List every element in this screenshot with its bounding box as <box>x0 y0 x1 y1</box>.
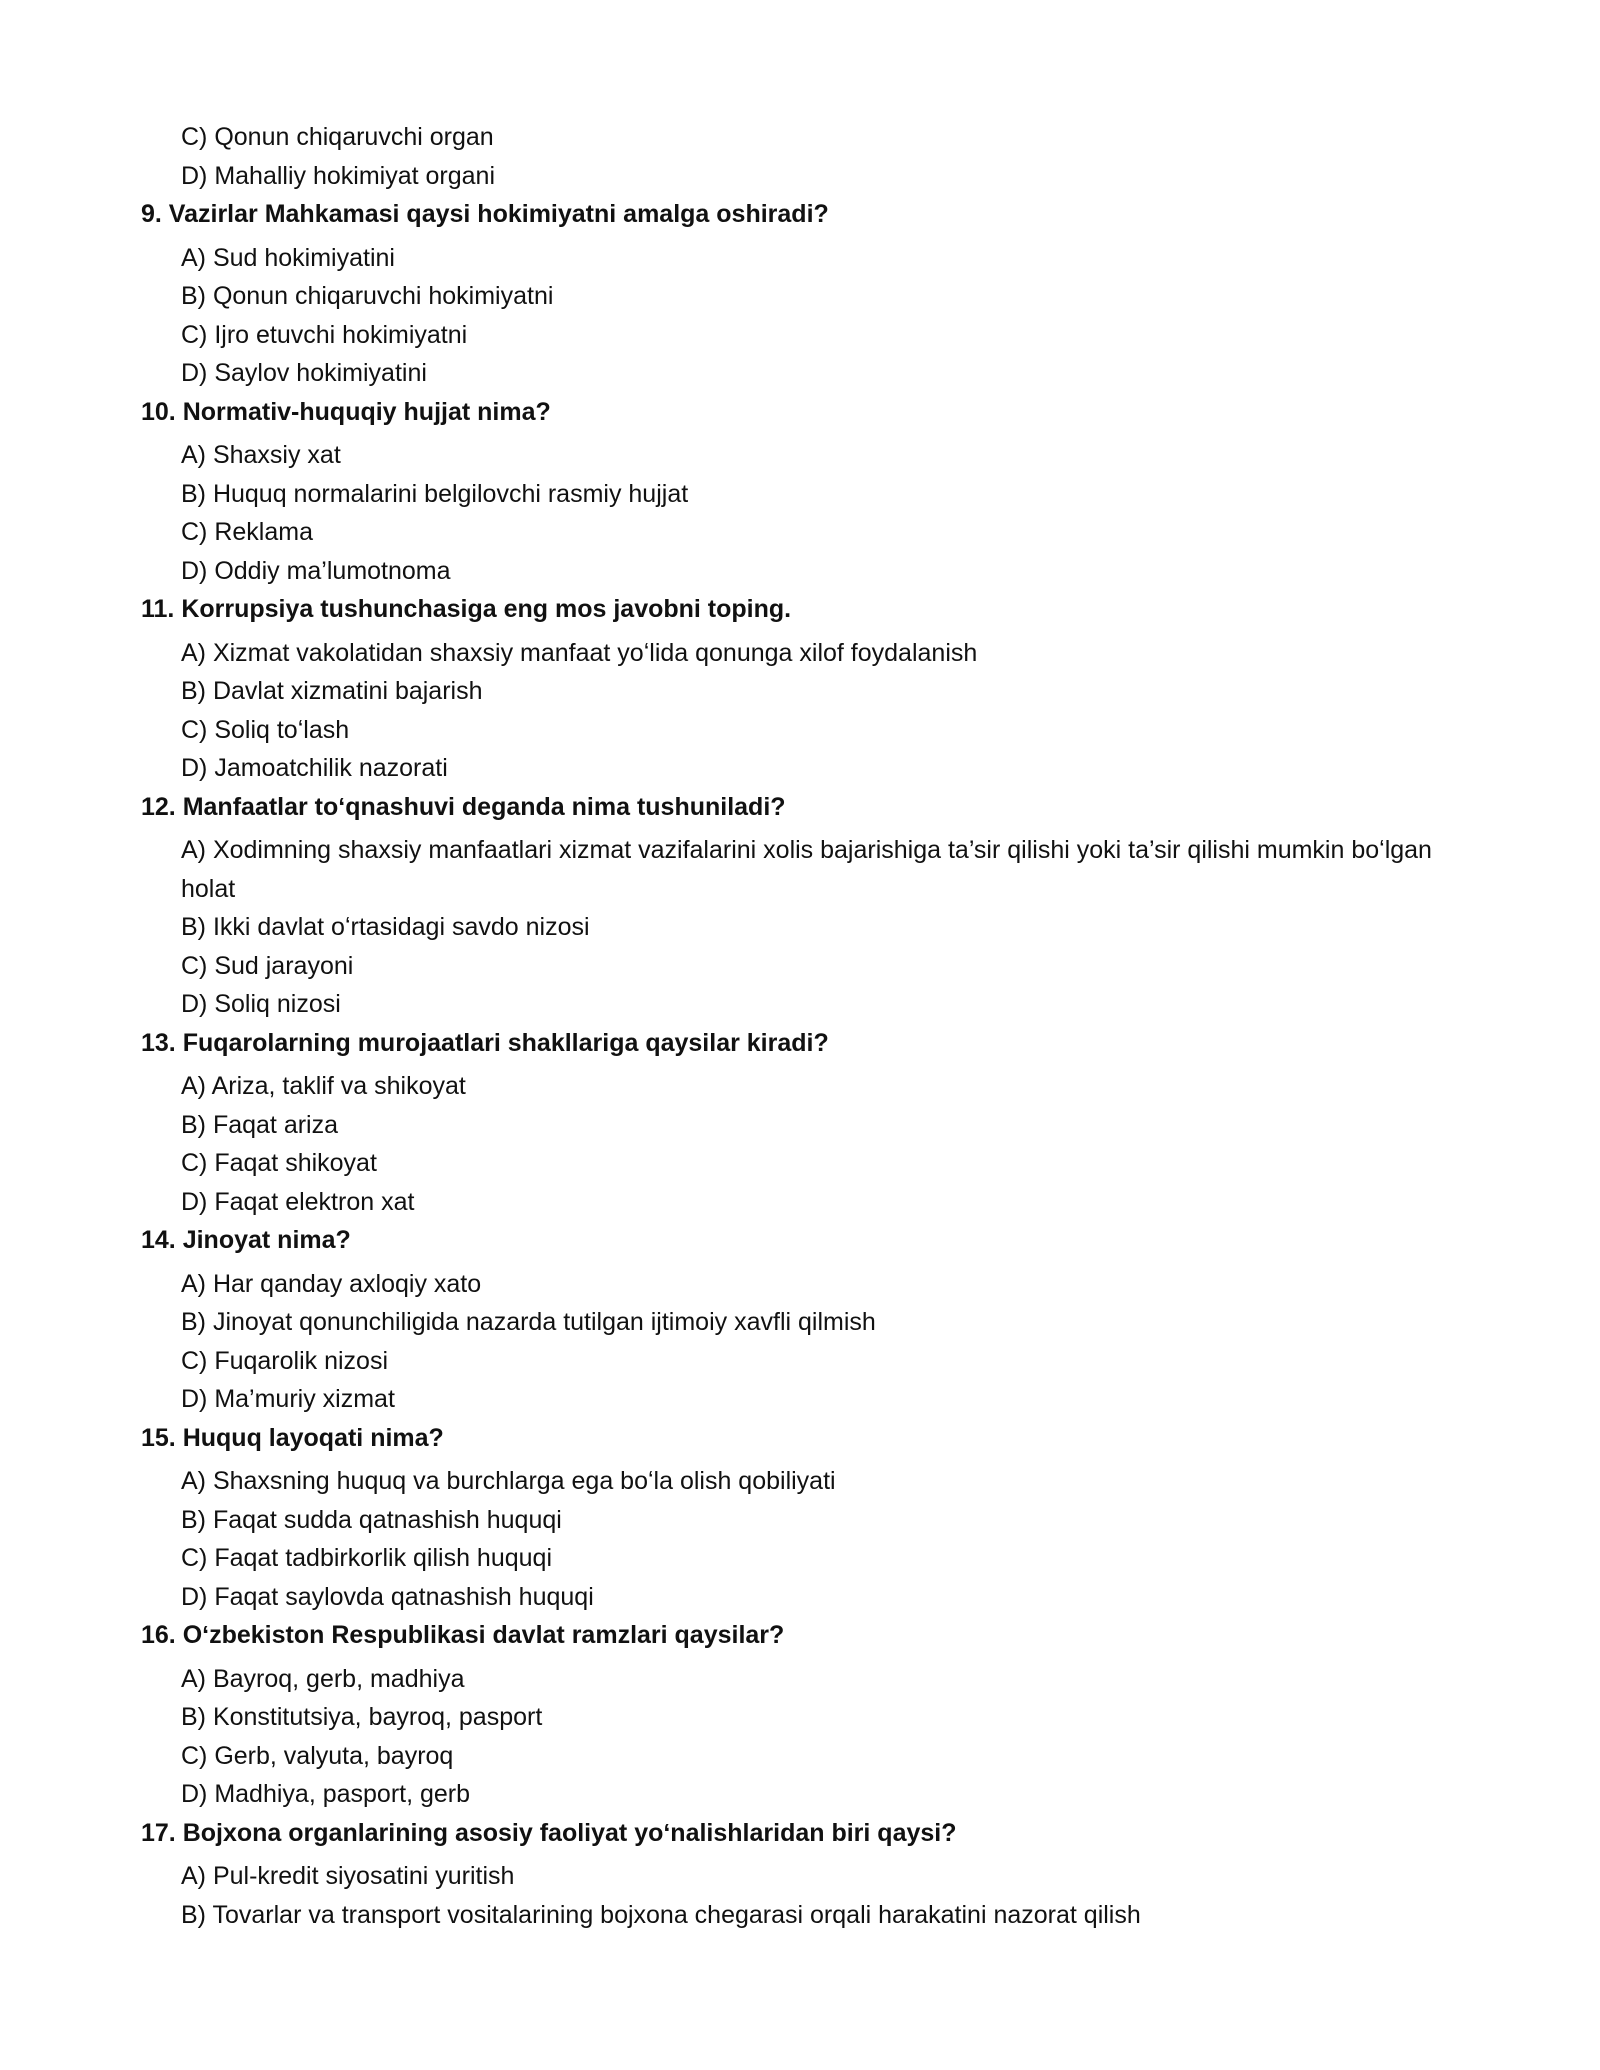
answer-option: B) Davlat xizmatini bajarish <box>181 677 483 705</box>
answer-option: D) Jamoatchilik nazorati <box>181 754 448 782</box>
answer-option: B) Qonun chiqaruvchi hokimiyatni <box>181 282 554 310</box>
answer-option: A) Har qanday axloqiy xato <box>181 1269 482 1298</box>
question-block-17 <box>141 1814 1471 1935</box>
answer-option: C) Gerb, valyuta, bayroq <box>181 1741 454 1770</box>
question-block-14 <box>141 1221 1471 1419</box>
question-text: 15. Huquq layoqati nima? <box>141 1423 444 1452</box>
answer-option: B) Konstitutsiya, bayroq, pasport <box>181 1703 543 1731</box>
question-text: 14. Jinoyat nima? <box>141 1226 351 1254</box>
answer-option: D) Mahalliy hokimiyat organi <box>181 161 496 190</box>
question-block-10 <box>141 393 1471 591</box>
answer-option: D) Faqat saylovda qatnashish huquqi <box>181 1582 594 1611</box>
answer-option: B) Ikki davlat oʻrtasidagi savdo nizosi <box>181 913 590 941</box>
question-text: 12. Manfaatlar toʻqnashuvi deganda nima tushuniladi? <box>141 792 786 821</box>
question-block-15 <box>141 1419 1471 1617</box>
answer-option: C) Fuqarolik nizosi <box>181 1346 389 1375</box>
quiz-content <box>141 118 1471 1934</box>
answer-option: D) Saylov hokimiyatini <box>181 359 427 387</box>
answer-option: B) Huquq normalarini belgilovchi rasmiy hujjat <box>181 479 689 508</box>
question-text: 9. Vazirlar Mahkamasi qaysi hokimiyatni amalga oshiradi? <box>141 200 829 228</box>
answer-option: B) Jinoyat qonunchiligida nazarda tutilgan ijtimoiy xavfli qilmish <box>181 1308 876 1336</box>
answer-option: A) Xodimning shaxsiy manfaatlari xizmat vazifalarini xolis bajarishiga ta’sir qilishi yoki ta’sir qilishi mumkin boʻlgan holat <box>181 836 1432 903</box>
answer-option: C) Ijro etuvchi hokimiyatni <box>181 320 468 349</box>
answer-option: C) Qonun chiqaruvchi organ <box>181 123 494 151</box>
question-text: 17. Bojxona organlarining asosiy faoliyat yoʻnalishlaridan biri qaysi? <box>141 1818 957 1847</box>
answer-option: A) Xizmat vakolatidan shaxsiy manfaat yoʻlida qonunga xilof foydalanish <box>181 638 978 667</box>
answer-option: A) Shaxsning huquq va burchlarga ega boʻla olish qobiliyati <box>181 1467 836 1495</box>
question-text: 16. Oʻzbekiston Respublikasi davlat ramzlari qaysilar? <box>141 1621 785 1649</box>
answer-option: D) Madhiya, pasport, gerb <box>181 1780 471 1808</box>
answer-option: C) Faqat shikoyat <box>181 1149 377 1177</box>
answer-option: D) Oddiy ma’lumotnoma <box>181 556 451 585</box>
lead-options <box>141 118 1471 195</box>
question-block-16 <box>141 1616 1471 1814</box>
answer-option: A) Shaxsiy xat <box>181 441 341 469</box>
question-text: 13. Fuqarolarning murojaatlari shakllariga qaysilar kiradi? <box>141 1028 829 1057</box>
answer-option: C) Reklama <box>181 518 313 546</box>
question-block-11 <box>141 590 1471 788</box>
answer-option: C) Faqat tadbirkorlik qilish huquqi <box>181 1544 553 1572</box>
answer-option: C) Sud jarayoni <box>181 951 354 980</box>
answer-option: B) Faqat ariza <box>181 1110 339 1139</box>
answer-option: D) Faqat elektron xat <box>181 1187 415 1216</box>
answer-option: A) Pul-kredit siyosatini yuritish <box>181 1862 515 1890</box>
answer-option: C) Soliq toʻlash <box>181 715 350 744</box>
answer-option: D) Soliq nizosi <box>181 990 341 1018</box>
question-block-9 <box>141 195 1471 393</box>
answer-option: D) Ma’muriy xizmat <box>181 1385 395 1413</box>
answer-option: A) Ariza, taklif va shikoyat <box>181 1072 466 1100</box>
question-block-13 <box>141 1024 1471 1222</box>
answer-option: A) Bayroq, gerb, madhiya <box>181 1664 465 1693</box>
question-text: 11. Korrupsiya tushunchasiga eng mos javobni toping. <box>141 595 792 623</box>
answer-option: A) Sud hokimiyatini <box>181 243 395 272</box>
question-text: 10. Normativ-huquqiy hujjat nima? <box>141 397 551 426</box>
answer-option: B) Faqat sudda qatnashish huquqi <box>181 1505 562 1534</box>
question-block-12 <box>141 788 1471 1024</box>
answer-option: B) Tovarlar va transport vositalarining bojxona chegarasi orqali harakatini nazorat qilish <box>181 1900 1141 1929</box>
